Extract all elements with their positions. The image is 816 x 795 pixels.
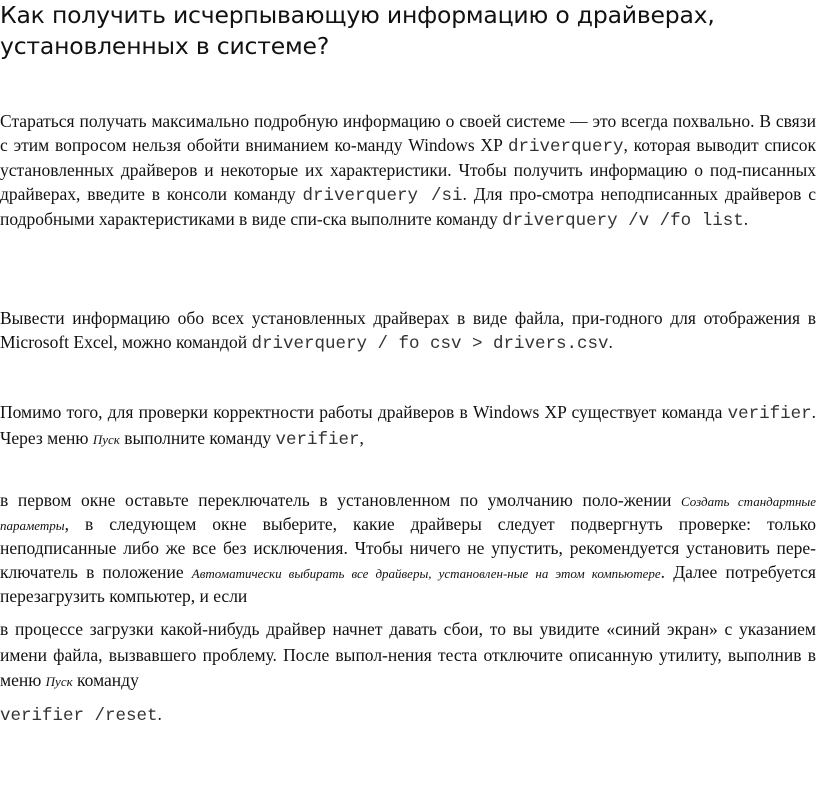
paragraph-text: Вывести информацию обо всех установленных драйверах в виде файла, при-годного для отображения в Microsoft Excel, можно командой — [0, 308, 816, 352]
paragraph-text: . Далее потребуется перезагрузить компьютер, и если — [0, 561, 816, 606]
paragraph-reset-command — [0, 703, 816, 729]
command-code: driverquery — [507, 136, 624, 157]
paragraph-text: в процессе загрузки какой-нибудь драйвер начнет давать сбои, то вы увидите «синий экран» с указанием имени файла, вызвавшего проблему. После выпол-нения теста отключите описанную утилиту, выполнив в меню — [0, 619, 816, 690]
paragraph-blue-screen — [0, 617, 816, 695]
paragraph-text: . Для про-смотра неподписанных драйверов с подробными характеристиками в виде спи-ска выполните команду — [0, 183, 816, 230]
menu-name: Пуск — [45, 674, 73, 689]
menu-option-name: Создать стандартные параметры — [0, 494, 816, 534]
paragraph-text: Помимо того, для проверки корректности работы драйверов в Windows XP существует команда — [0, 402, 728, 422]
paragraph-text: . — [743, 209, 749, 230]
page-title: Как получить исчерпывающую информацию о драйверах, установленных в системе? — [0, 1, 715, 60]
paragraph-text: Стараться получать максимально подробную информацию о своей системе — это всегда похвально. В связи с этим вопросом нельзя обойти вниманием ко-манду Windows XP — [0, 111, 816, 155]
command-code: driverquery / fo csv > drivers.csv — [251, 333, 609, 354]
paragraph-text: команду — [72, 670, 139, 690]
command-code: verifier — [275, 429, 360, 450]
paragraph-text: в первом окне оставьте переключатель в установленном по умолчанию поло-жении — [0, 490, 682, 510]
command-code: driverquery /v /fo list — [502, 211, 744, 232]
paragraph-text: , в следующем окне выберите, какие драйверы следует подвергнуть проверке: только неподписанные либо же все без исключения. Чтобы ничего не упустить, рекомендуется установить пере-ключатель в положение — [0, 514, 816, 582]
menu-name: Пуск — [92, 431, 120, 447]
command-code: driverquery /si — [302, 185, 463, 206]
paragraph-text: . — [608, 331, 613, 352]
paragraph-verifier-intro — [0, 401, 816, 452]
paragraph-text: . — [157, 704, 162, 724]
paragraph-csv-export — [0, 307, 816, 356]
paragraph-text: , — [359, 427, 364, 448]
command-code: verifier — [727, 404, 812, 424]
paragraph-verifier-steps — [0, 489, 816, 608]
command-code: verifier /reset — [0, 706, 158, 726]
paragraph-driverquery-intro — [0, 110, 816, 234]
paragraph-text: , которая выводит список установленных драйверов и некоторые их характеристики. Чтобы получить информацию о под-писанных драйверах, введите в консоли команду — [0, 134, 816, 204]
paragraph-text: . Через меню — [0, 402, 816, 448]
menu-option-name: Автоматически выбирать все драйверы, установлен-ные на этом компьютере — [191, 565, 661, 581]
paragraph-text: выполните команду — [119, 427, 276, 448]
